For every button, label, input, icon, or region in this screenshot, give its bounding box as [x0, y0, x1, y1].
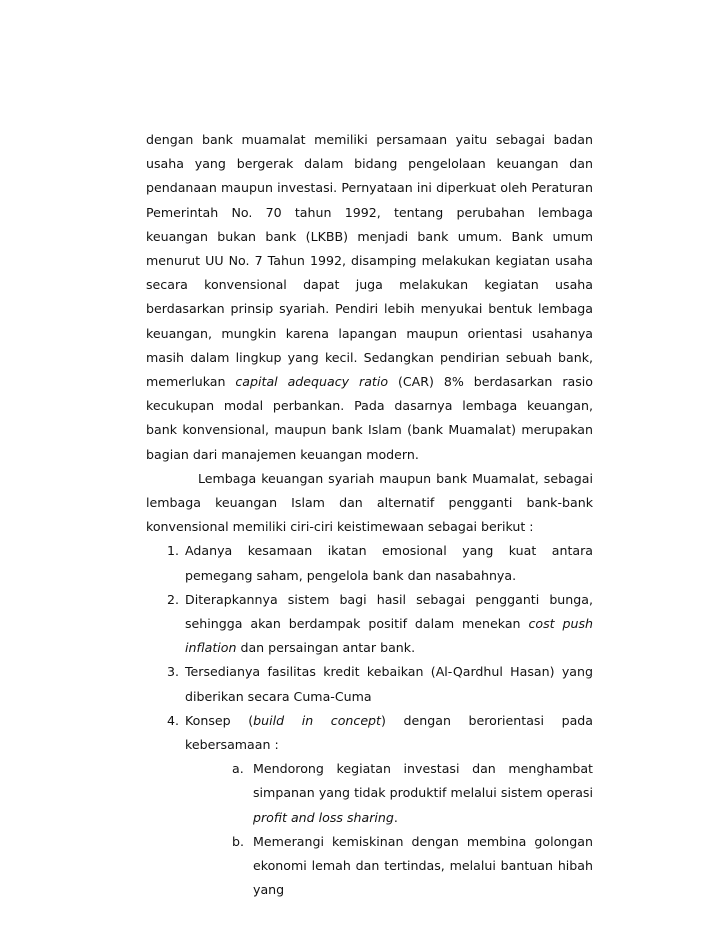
sublist-item — [146, 830, 593, 903]
list-item-2-text-2: dan persaingan antar bank. — [236, 640, 416, 656]
sublist-item — [146, 757, 593, 830]
list-item-text — [185, 588, 593, 661]
sublist-item-a-term: profit and loss sharing — [253, 809, 394, 825]
sublist-item-letter: a. — [232, 761, 244, 777]
paragraph-2 — [146, 467, 593, 540]
sublist-item-letter: b. — [232, 833, 244, 849]
list-item-number: 3. — [167, 664, 180, 680]
paragraph-1 — [146, 128, 593, 467]
list-item-text — [185, 660, 593, 708]
list-item-3-text: Tersedianya fasilitas kredit kebaikan (Al-Qardhul Hasan) yang diberikan secara Cuma-Cuma — [185, 664, 593, 704]
list-item-4-text-1: Konsep ( — [185, 712, 254, 728]
features-list — [146, 539, 593, 757]
sublist-item-text — [253, 830, 593, 903]
list-item — [146, 539, 593, 587]
paragraph-1-text-2: (CAR) 8% berdasarkan rasio kecukupan modal perbankan. Pada dasarnya lembaga keuangan, bank konvensional, maupun bank Islam (bank Muamalat) merupakan bagian dari manajemen keuangan modern. — [146, 374, 593, 462]
list-item-text — [185, 539, 593, 587]
list-item-number: 1. — [167, 543, 180, 559]
list-item-4-text-2: ) dengan berorientasi pada kebersamaan : — [185, 712, 594, 753]
list-item — [146, 709, 593, 757]
sublist-item-b-text: Memerangi kemiskinan dengan membina golongan ekonomi lemah dan tertindas, melalui bantuan hibah yang — [253, 833, 593, 898]
list-item-2-term: cost push inflation — [185, 616, 593, 656]
page-body — [146, 128, 593, 903]
sublist-item-a-text-2: . — [393, 809, 398, 825]
paragraph-1-term-car: capital adequacy ratio — [235, 374, 389, 390]
list-item-number: 2. — [167, 591, 180, 607]
paragraph-1-text-1: dengan bank muamalat memiliki persamaan yaitu sebagai badan usaha yang bergerak dalam bidang pengelolaan keuangan dan pendanaan maupun investasi. Pernyataan ini diperkuat oleh Peraturan Pemerintah No. 70 tahun 1992, tentang perubahan lembaga keuangan bukan bank (LKBB) menjadi bank umum. Bank umum menurut UU No. 7 Tahun 1992, disamping melakukan kegiatan usaha secara konvensional dapat juga melakukan kegiatan usaha berdasarkan prinsip syariah. Pendiri lebih menyukai bentuk lembaga keuangan, mungkin karena lapangan maupun orientasi usahanya masih dalam lingkup yang kecil. Sedangkan pendirian sebuah bank, memerlukan — [146, 132, 593, 390]
paragraph-2-text: Lembaga keuangan syariah maupun bank Muamalat, sebagai lembaga keuangan Islam dan alternatif pengganti bank-bank konvensional memiliki ciri-ciri keistimewaan sebagai berikut : — [146, 470, 593, 535]
concept-sublist — [146, 757, 593, 902]
list-item-number: 4. — [167, 712, 180, 728]
list-item — [146, 660, 593, 708]
list-item — [146, 588, 593, 661]
list-item-text — [185, 709, 593, 757]
sublist-item-a-text-1: Mendorong kegiatan investasi dan menghambat simpanan yang tidak produktif melalui sistem operasi — [253, 761, 593, 801]
sublist-item-text — [253, 757, 593, 830]
list-item-4-term: build in concept — [253, 712, 381, 728]
list-item-1-text: Adanya kesamaan ikatan emosional yang kuat antara pemegang saham, pengelola bank dan nasabahnya. — [185, 543, 593, 583]
list-item-2-text-1: Diterapkannya sistem bagi hasil sebagai pengganti bunga, sehingga akan berdampak positif dalam menekan — [185, 591, 593, 632]
